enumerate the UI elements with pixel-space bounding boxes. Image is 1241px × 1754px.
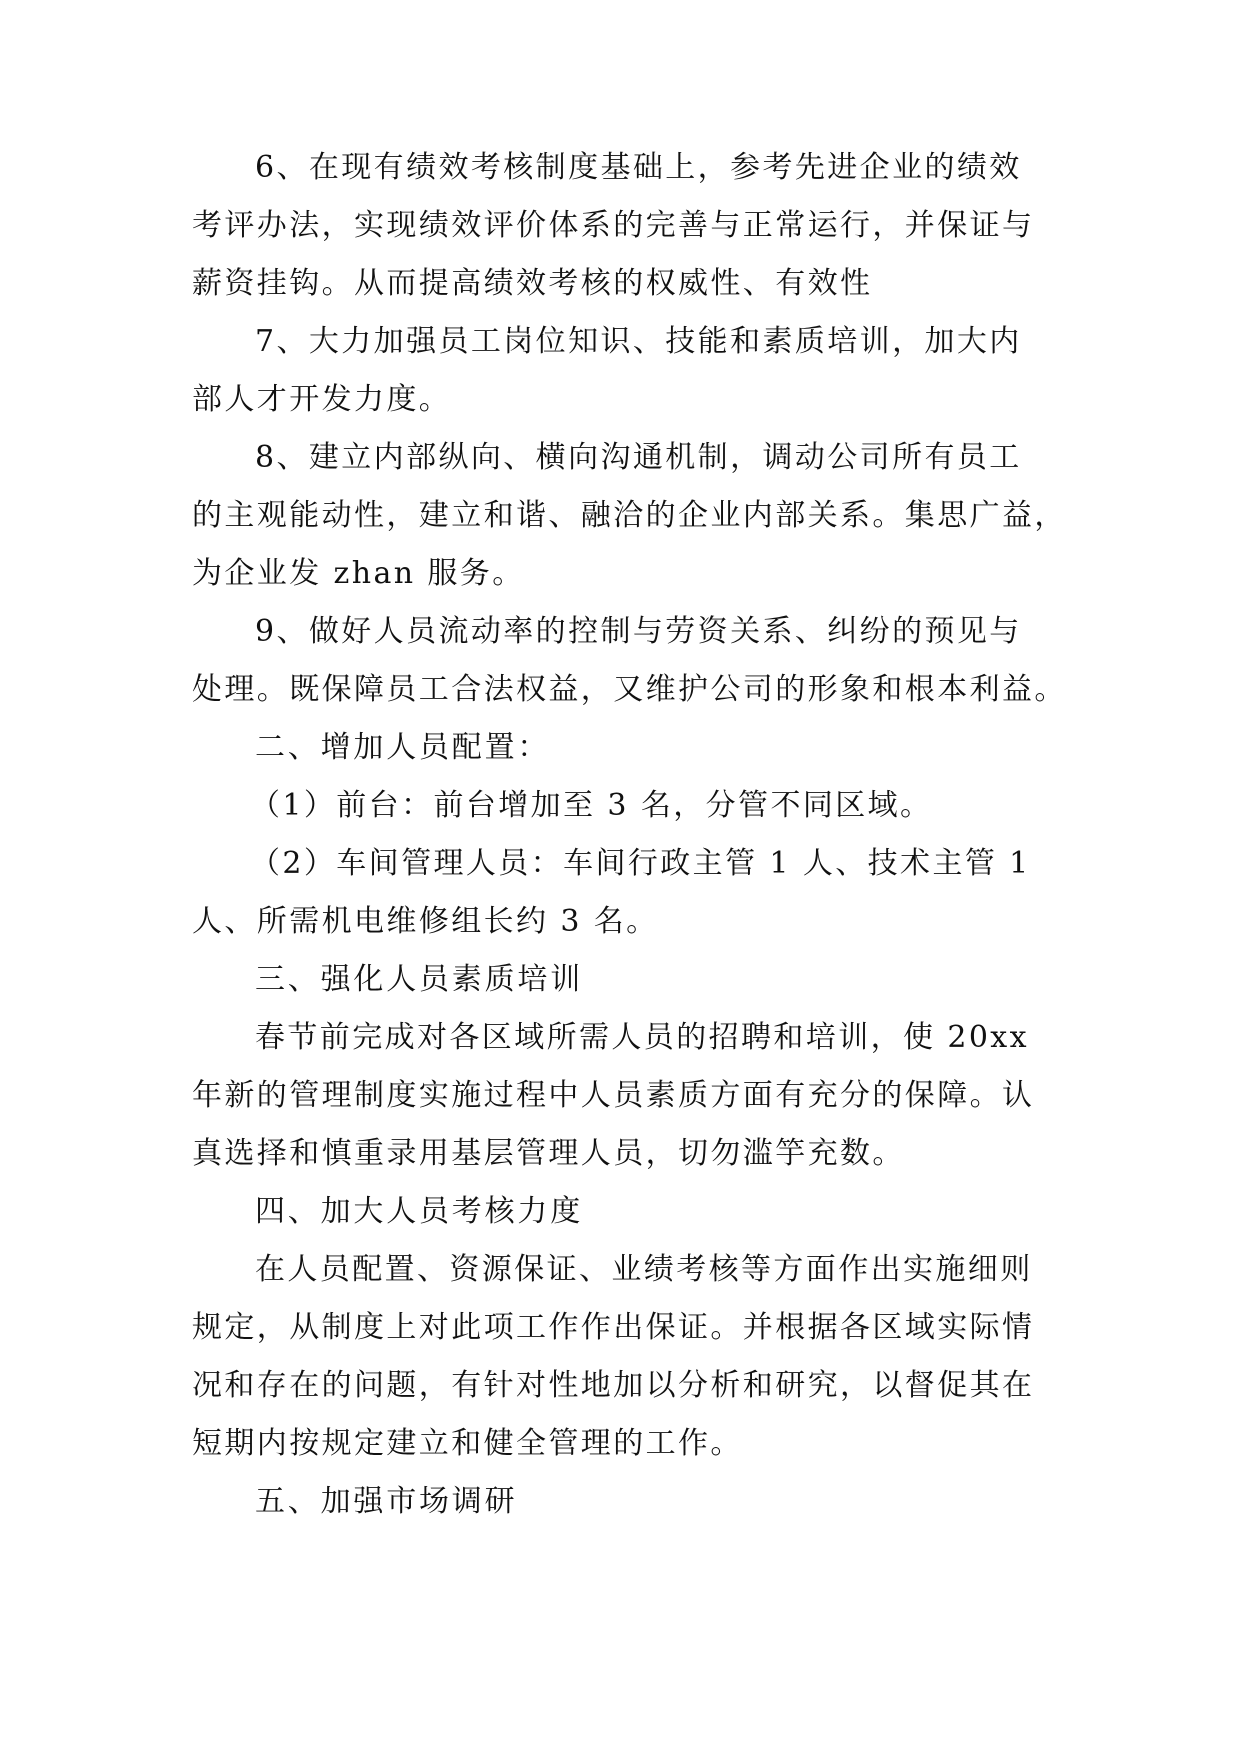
paragraph-6-line-3: 薪资挂钩。从而提高绩效考核的权威性、有效性 <box>192 266 873 301</box>
staffing-item-1: （1）前台：前台增加至 3 名，分管不同区域。 <box>250 788 933 823</box>
section-4-paragraph-line-2: 规定，从制度上对此项工作作出保证。并根据各区域实际情 <box>192 1310 1035 1345</box>
paragraph-6-line-1: 6、在现有绩效考核制度基础上，参考先进企业的绩效 <box>255 150 1022 185</box>
paragraph-8-line-1: 8、建立内部纵向、横向沟通机制，调动公司所有员工 <box>255 440 1022 475</box>
paragraph-8-line-2: 的主观能动性，建立和谐、融洽的企业内部关系。集思广益， <box>192 498 1067 533</box>
paragraph-9-line-1: 9、做好人员流动率的控制与劳资关系、纠纷的预见与 <box>255 614 1022 649</box>
section-4-paragraph-line-3: 况和存在的问题，有针对性地加以分析和研究，以督促其在 <box>192 1368 1035 1403</box>
section-3-paragraph-line-2: 年新的管理制度实施过程中人员素质方面有充分的保障。认 <box>192 1078 1035 1113</box>
paragraph-7-line-2: 部人才开发力度。 <box>192 382 452 417</box>
section-heading-3: 三、强化人员素质培训 <box>255 962 583 997</box>
section-4-paragraph-line-1: 在人员配置、资源保证、业绩考核等方面作出实施细则 <box>255 1252 1033 1287</box>
section-heading-2: 二、增加人员配置： <box>255 730 551 765</box>
section-heading-4: 四、加大人员考核力度 <box>255 1194 583 1229</box>
paragraph-7-line-1: 7、大力加强员工岗位知识、技能和素质培训，加大内 <box>255 324 1022 359</box>
staffing-item-2-line-1: （2）车间管理人员：车间行政主管 1 人、技术主管 1 <box>250 846 1031 881</box>
section-heading-5: 五、加强市场调研 <box>255 1484 518 1519</box>
paragraph-9-line-2: 处理。既保障员工合法权益，又维护公司的形象和根本利益。 <box>192 672 1067 707</box>
section-4-paragraph-line-4: 短期内按规定建立和健全管理的工作。 <box>192 1426 743 1461</box>
section-3-paragraph-line-3: 真选择和慎重录用基层管理人员，切勿滥竽充数。 <box>192 1136 905 1171</box>
staffing-item-2-line-2: 人、所需机电维修组长约 3 名。 <box>192 904 659 939</box>
section-3-paragraph-line-1: 春节前完成对各区域所需人员的招聘和培训，使 20xx <box>255 1020 1029 1055</box>
paragraph-6-line-2: 考评办法，实现绩效评价体系的完善与正常运行，并保证与 <box>192 208 1035 243</box>
paragraph-8-line-3: 为企业发 zhan 服务。 <box>192 556 525 591</box>
